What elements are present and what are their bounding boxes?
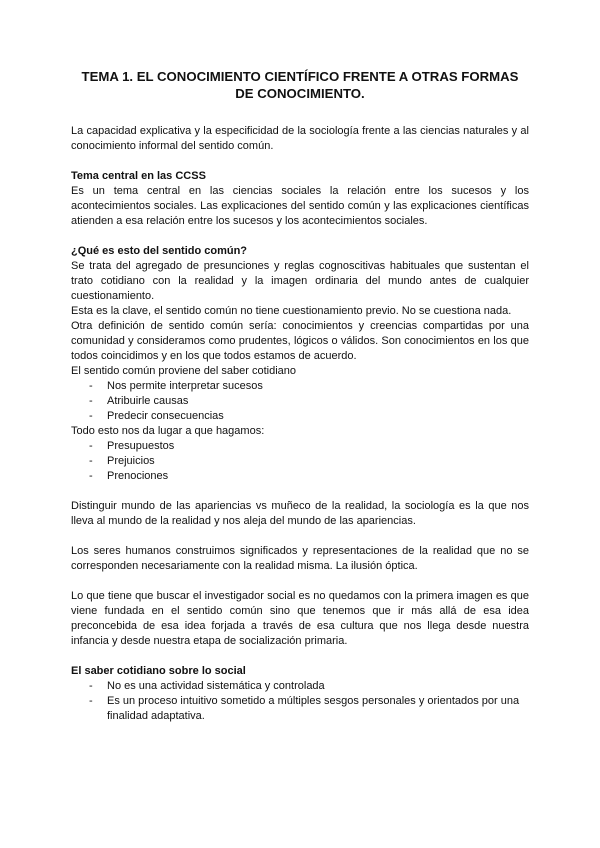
section-heading-saber-cotidiano: El saber cotidiano sobre lo social (71, 665, 246, 677)
section-tema-central-text: Es un tema central en las ciencias sociales la relación entre los sucesos y los acontecimientos sociales. Las explicaciones del sentido común y las explicaciones científicas atienden a esa relación entre los sucesos y los acontecimientos sociales. (71, 185, 529, 227)
list-item: - Presupuestos (71, 439, 529, 454)
document-title: TEMA 1. EL CONOCIMIENTO CIENTÍFICO FRENTE A OTRAS FORMAS DE CONOCIMIENTO. (81, 69, 519, 101)
list-item: - Predecir consecuencias (71, 409, 529, 424)
list-item: - Nos permite interpretar sucesos (71, 379, 529, 394)
saber-cotidiano-list (71, 379, 529, 424)
saber-cotidiano-social-list (71, 679, 529, 724)
apariencias-paragraph: Distinguir mundo de las apariencias vs muñeco de la realidad, la sociología es la que nos lleva al mundo de la realidad y nos aleja del mundo de las apariencias. (71, 500, 529, 527)
sentido-comun-otra-definicion: Otra definición de sentido común sería: conocimientos y creencias compartidas por una comunidad y consideramos como prudentes, lógicos o válidos. Son conocimientos en los que todos coincidimos y en los que todos estamos de acuerdo. (71, 320, 529, 362)
sentido-comun-definition: Se trata del agregado de presunciones y reglas cognoscitivas habituales que sustentan el trato cotidiano con la realidad y la imagen ordinaria del mundo antes de cualquier cuestionamiento. (71, 260, 529, 302)
section-heading-sentido-comun: ¿Qué es esto del sentido común? (71, 245, 248, 257)
presupuestos-list (71, 439, 529, 484)
list-item: - Atribuirle causas (71, 394, 529, 409)
significados-paragraph: Los seres humanos construimos significados y representaciones de la realidad que no se corresponden necesariamente con la realidad misma. La ilusión óptica. (71, 545, 529, 572)
list-item: - Prenociones (71, 469, 529, 484)
list-item: - Es un proceso intuitivo sometido a múltiples sesgos personales y orientados por una finalidad adaptativa. (71, 694, 529, 724)
list-item: - Prejuicios (71, 454, 529, 469)
intro-paragraph: La capacidad explicativa y la especificidad de la sociología frente a las ciencias naturales y al conocimiento informal del sentido común. (71, 125, 529, 152)
todo-esto-intro: Todo esto nos da lugar a que hagamos: (71, 425, 265, 437)
document-page (71, 68, 529, 724)
investigador-paragraph: Lo que tiene que buscar el investigador social es no quedamos con la primera imagen es que viene fundada en el sentido común sino que tenemos que ir más allá de esa idea preconcebida de esa idea forjada a través de esa cultura que nos llega desde nuestra infancia y desde nuestra etapa de socialización primaria. (71, 590, 529, 647)
list-item: - No es una actividad sistemática y controlada (71, 679, 529, 694)
section-heading-tema-central: Tema central en las CCSS (71, 170, 206, 182)
sentido-comun-origen: El sentido común proviene del saber cotidiano (71, 365, 297, 377)
sentido-comun-clave: Esta es la clave, el sentido común no tiene cuestionamiento previo. No se cuestiona nada. (71, 305, 512, 317)
